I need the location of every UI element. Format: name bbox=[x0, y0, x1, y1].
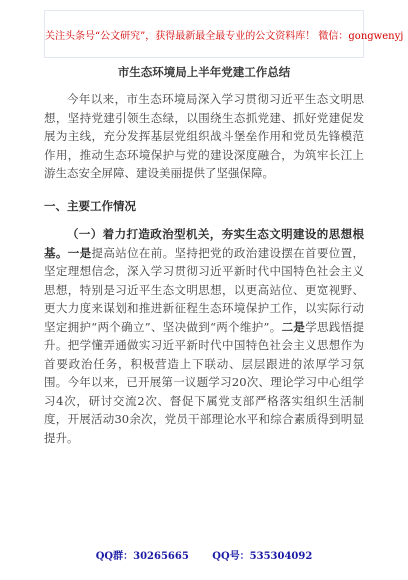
footer-qq-group: QQ群：30265665 bbox=[95, 551, 189, 562]
document-body bbox=[44, 90, 364, 447]
subsection-1-paragraph bbox=[44, 225, 364, 447]
subsection-1-title: （一）着力打造政治型机关，夯实生态文明建设的思想根基。 bbox=[44, 227, 364, 260]
point-1-text: 提高站位在前。坚持把党的政治建设摆在首要位置，坚定理想信念，深入学习贯彻习近平新时代中国特色社会主义思想，特别是习近平生态文明思想，以更高站位、更宽视野、更大力度来谋划和推进新征程生态环境保护工作，以实际行动坚定拥护“两个确立”、坚决做到“两个维护”。 bbox=[44, 245, 365, 334]
footer-qq-number: QQ号：535304092 bbox=[212, 551, 313, 562]
point-2-text: 学思践悟提升。把学懂弄通做实习近平新时代中国特色社会主义思想作为首要政治任务，积极营造上下联动、层层跟进的浓厚学习氛围。今年以来，已开展第一议题学习20次、理论学习中心组学习4次，研讨交流2次、督促下属党支部严格落实组织生活制度，开展活动30余次，党员干部理论水平和综合素质得到明显提升。 bbox=[44, 319, 365, 445]
point-1-label: 一是 bbox=[67, 245, 92, 260]
intro-paragraph: 今年以来，市生态环境局深入学习贯彻习近平生态文明思想，坚持党建引领生态绿，以围绕生态抓党建、抓好党建促发展为主线，充分发挥基层党组织战斗堡垒作用和党员先锋模范作用，推动生态环境保护与党的建设深度融合，为筑牢长江上游生态安全屏障、建设美丽提供了坚强保障。 bbox=[44, 92, 364, 180]
header-ad-text: 关注头条号“公文研究”，获得最新最全最专业的公文资料库！ 微信：gongwenyj bbox=[45, 31, 404, 42]
header-banner bbox=[44, 10, 404, 58]
point-2-label: 二是 bbox=[281, 319, 306, 334]
footer-contact bbox=[0, 547, 408, 562]
section-heading-main-work: 一、主要工作情况 bbox=[44, 198, 136, 213]
document-title: 市生态环境局上半年党建工作总结 bbox=[117, 65, 291, 79]
